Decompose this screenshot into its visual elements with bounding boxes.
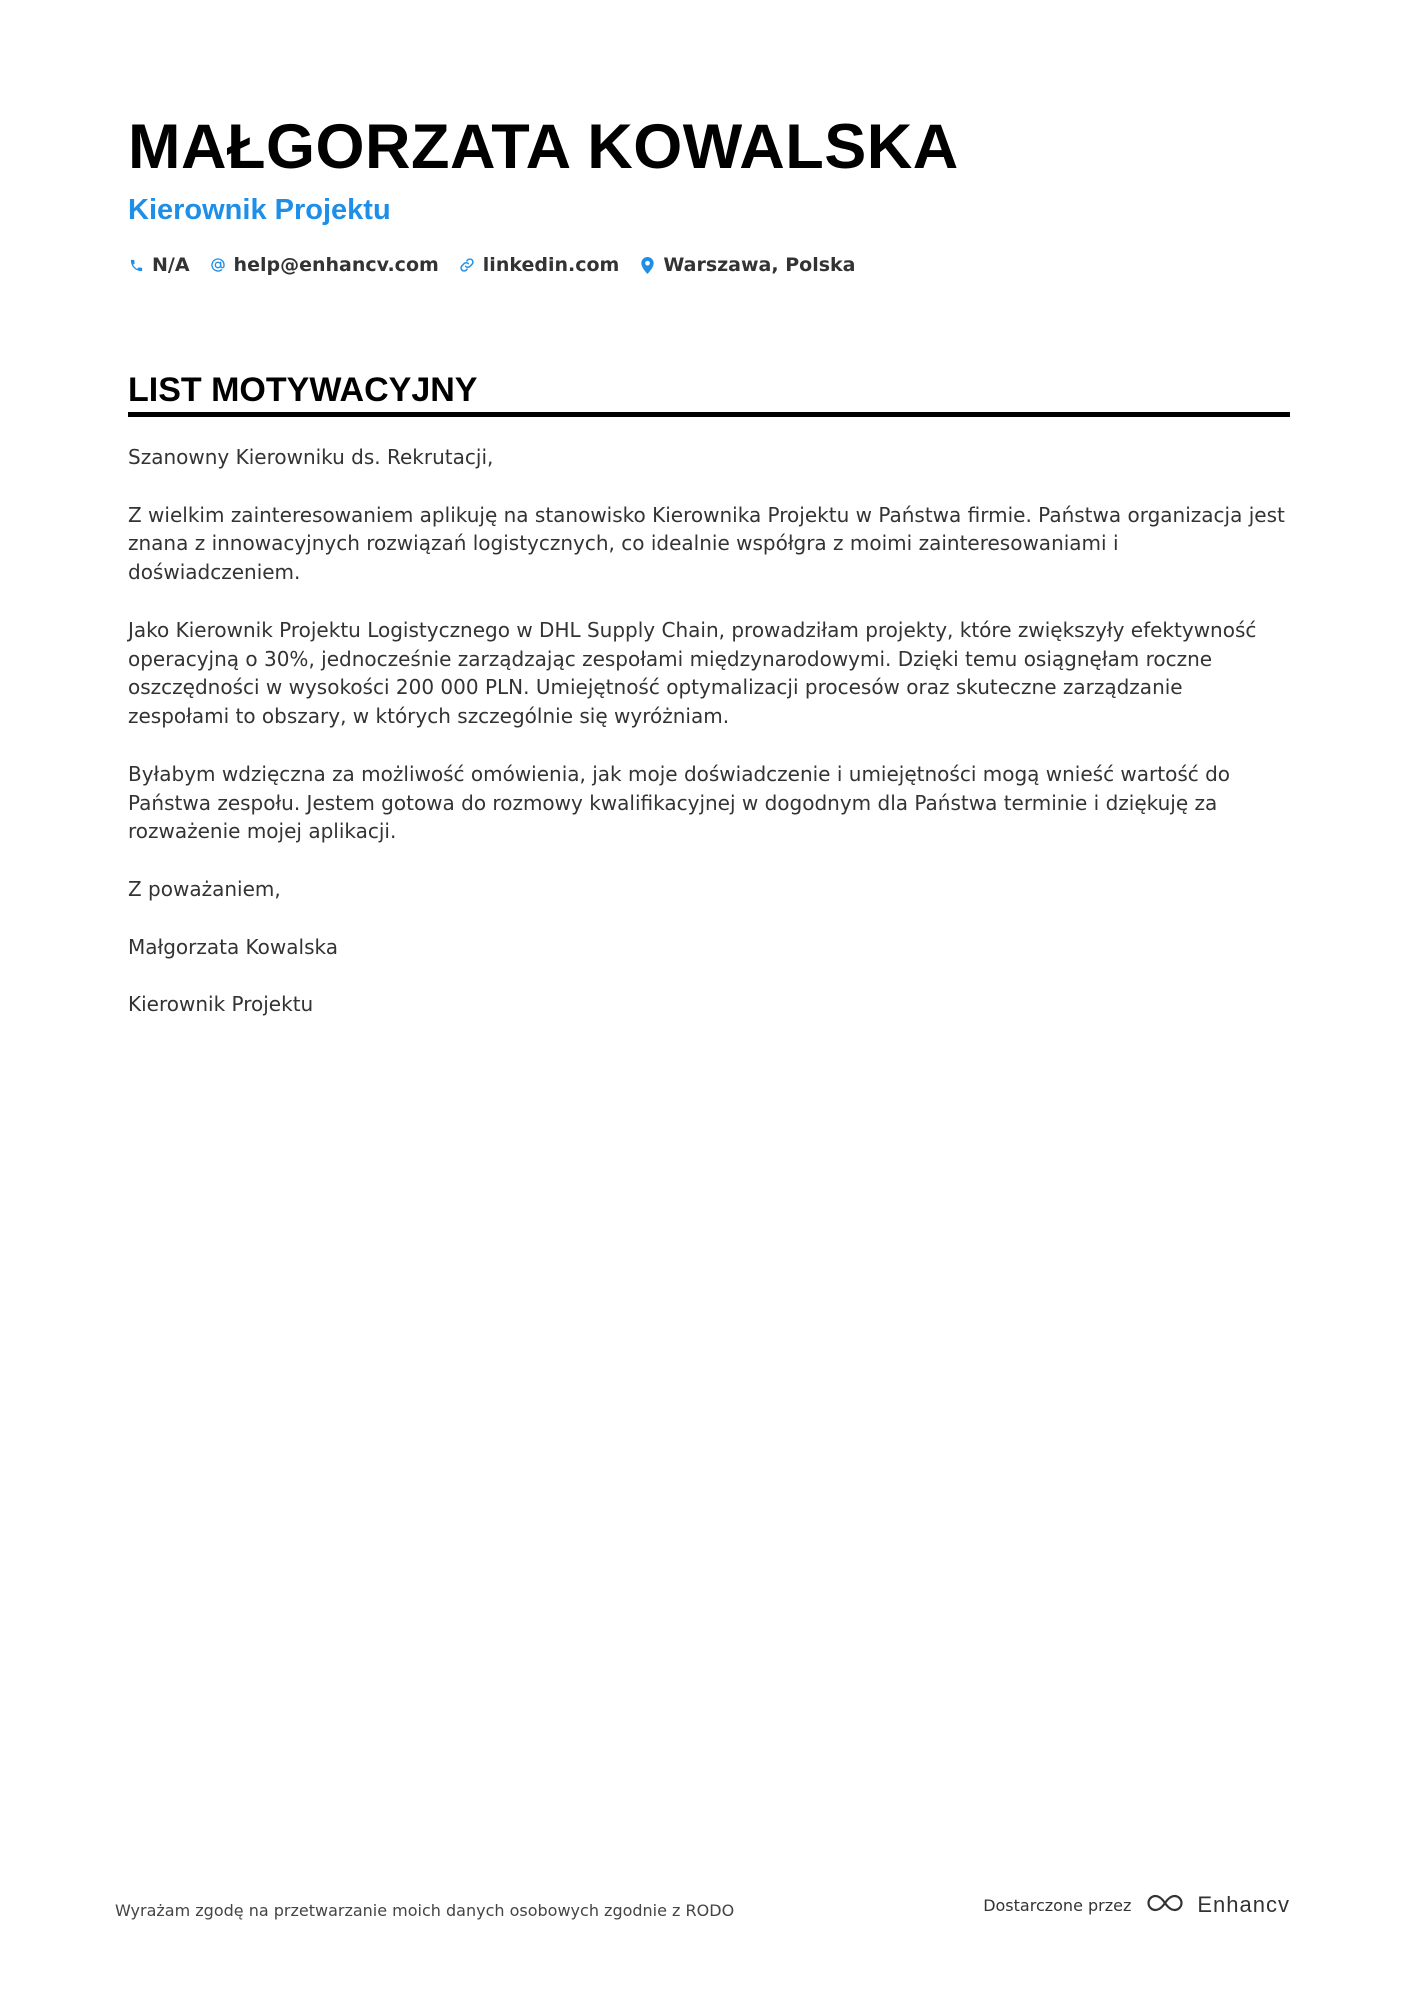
letter-paragraph: Jako Kierownik Projektu Logistycznego w DHL Supply Chain, prowadziłam projekty, które zwiększyły efektywność operacyjną o 30%, jednocześnie zarządzając zespołami międzynarodowymi. Dzięki temu osiągnęłam roczne oszczędności w wysokości 200 000 PLN. Umiejętność optymalizacji procesów oraz skuteczne zarządzanie zespołami to obszary, w których szczególnie się wyróżniam.: [128, 617, 1257, 729]
contact-location: [639, 254, 855, 276]
contact-bar: [128, 252, 1290, 278]
candidate-title: Kierownik Projektu: [128, 194, 391, 226]
letter-paragraph: Byłabym wdzięczna za możliwość omówienia, jak moje doświadczenie i umiejętności mogą wnieść wartość do Państwa zespołu. Jestem gotowa do rozmowy kwalifikacyjnej w dogodnym dla Państwa terminie i dziękuję za rozważenie mojej aplikacji.: [128, 761, 1231, 844]
letter-paragraph: Z wielkim zainteresowaniem aplikuję na stanowisko Kierownika Projektu w Państwa firmie. Państwa organizacja jest znana z innowacyjnych rozwiązań logistycznych, co idealnie współgra z moimi zainteresowaniami i doświadczeniem.: [128, 502, 1285, 585]
section-heading: LIST MOTYWACYJNY: [128, 370, 1290, 417]
letter-body: [128, 443, 1290, 1019]
page-footer: [115, 1885, 1290, 1925]
link-icon: [459, 256, 475, 274]
enhancv-logo[interactable]: [1143, 1891, 1290, 1919]
letter-closing: Z poważaniem,: [128, 876, 281, 901]
signature-name: Małgorzata Kowalska: [128, 934, 338, 959]
letter-salutation: Szanowny Kierowniku ds. Rekrutacji,: [128, 445, 494, 469]
cover-letter-page: [128, 110, 1290, 1048]
powered-by[interactable]: [983, 1891, 1290, 1919]
contact-phone: [128, 254, 190, 276]
brand-name: Enhancv: [1197, 1892, 1290, 1917]
linkedin-text[interactable]: linkedin.com: [482, 254, 620, 276]
location-text: Warszawa, Polska: [663, 254, 856, 276]
signature-title: Kierownik Projektu: [128, 992, 314, 1017]
candidate-name: MAŁGORZATA KOWALSKA: [128, 112, 959, 182]
powered-by-label: Dostarczone przez: [983, 1895, 1132, 1915]
contact-linkedin[interactable]: [459, 254, 620, 276]
contact-email[interactable]: [210, 254, 439, 276]
phone-text: N/A: [152, 254, 190, 276]
location-pin-icon: [639, 256, 655, 274]
gdpr-consent-text: Wyrażam zgodę na przetwarzanie moich danych osobowych zgodnie z RODO: [115, 1900, 735, 1920]
email-text[interactable]: help@enhancv.com: [233, 254, 439, 276]
phone-icon: [128, 256, 144, 274]
at-icon: [210, 256, 226, 274]
infinity-logo-icon: [1143, 1891, 1187, 1919]
